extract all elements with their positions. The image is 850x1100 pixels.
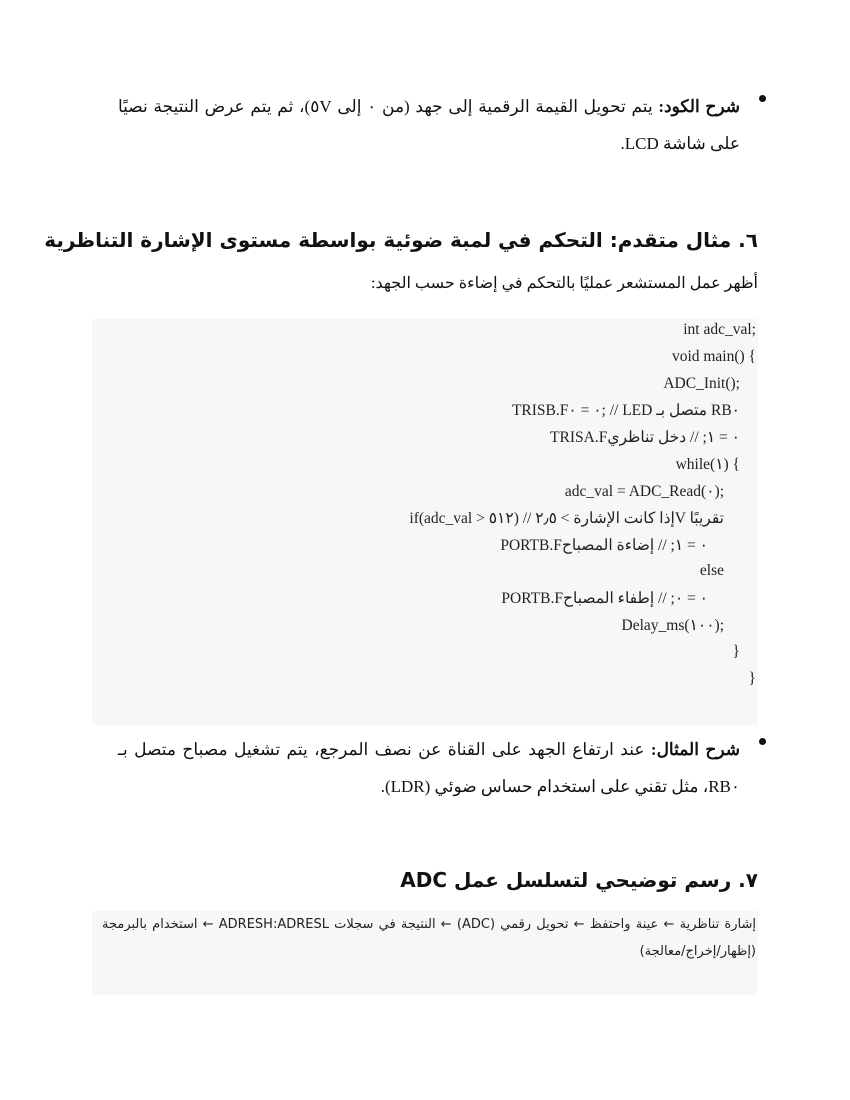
code-line: adc_val = ADC_Read(٠);: [564, 483, 724, 500]
code-block: [92, 319, 758, 725]
section-6-heading: ٦. مثال متقدم: التحكم في لمبة ضوئية بواسطة مستوى الإشارة التناظرية: [44, 228, 758, 252]
flow-block: [92, 911, 758, 995]
bullet-body: عند ارتفاع الجهد على القناة عن نصف المرجع، يتم تشغيل مصباح متصل بـ RB٠، مثل تقني على استخدام حساس ضوئي (LDR).: [118, 740, 740, 796]
section-7-heading: ٧. رسم توضيحي لتسلسل عمل ADC: [400, 868, 758, 892]
bullet-paragraph: [118, 88, 740, 162]
bullet-icon: [759, 95, 766, 102]
code-line: PORTB.F٠ = ٠; // إطفاء المصباح: [501, 590, 708, 607]
code-line: TRISA.F٠ = ١; // دخل تناظري: [550, 429, 740, 446]
adc-flow-sequence: إشارة تناظرية ← عينة واحتفظ ← تحويل رقمي (ADC) ← النتيجة في سجلات ADRESH:ADRESL ← استخدام بالبرمجة (إظهار/إخراج/معالجة): [102, 917, 756, 959]
bullet-label: شرح الكود:: [658, 97, 741, 116]
code-line: void main() {: [671, 348, 756, 365]
code-line: int adc_val;: [683, 321, 756, 338]
code-line: ADC_Init();: [663, 375, 740, 392]
bullet-body: يتم تحويل القيمة الرقمية إلى جهد (من ٠ إلى ٥V)، ثم يتم عرض النتيجة نصيًا على شاشة LCD.: [118, 97, 740, 153]
code-explanation-bullet: [118, 88, 740, 162]
code-line: PORTB.F٠ = ١; // إضاءة المصباح: [500, 537, 708, 554]
code-line: Delay_ms(١٠٠);: [621, 617, 724, 634]
code-line: if(adc_val > ٥١٢) // إذا كانت الإشارة > ٢٫٥V تقريبًا: [409, 510, 724, 527]
code-line: while(١) {: [675, 456, 740, 473]
bullet-icon: [759, 738, 766, 745]
code-line: TRISB.F٠ = ٠; // LED متصل بـ RB٠: [511, 402, 740, 419]
bullet-label: شرح المثال:: [650, 740, 740, 759]
section-6-intro: أظهر عمل المستشعر عمليًا بالتحكم في إضاءة حسب الجهد:: [371, 275, 758, 292]
code-line: else: [699, 562, 724, 579]
code-line: }: [732, 643, 740, 660]
bullet-paragraph: [118, 731, 740, 805]
example-explanation-bullet: [118, 731, 740, 805]
code-line: }: [748, 670, 756, 687]
